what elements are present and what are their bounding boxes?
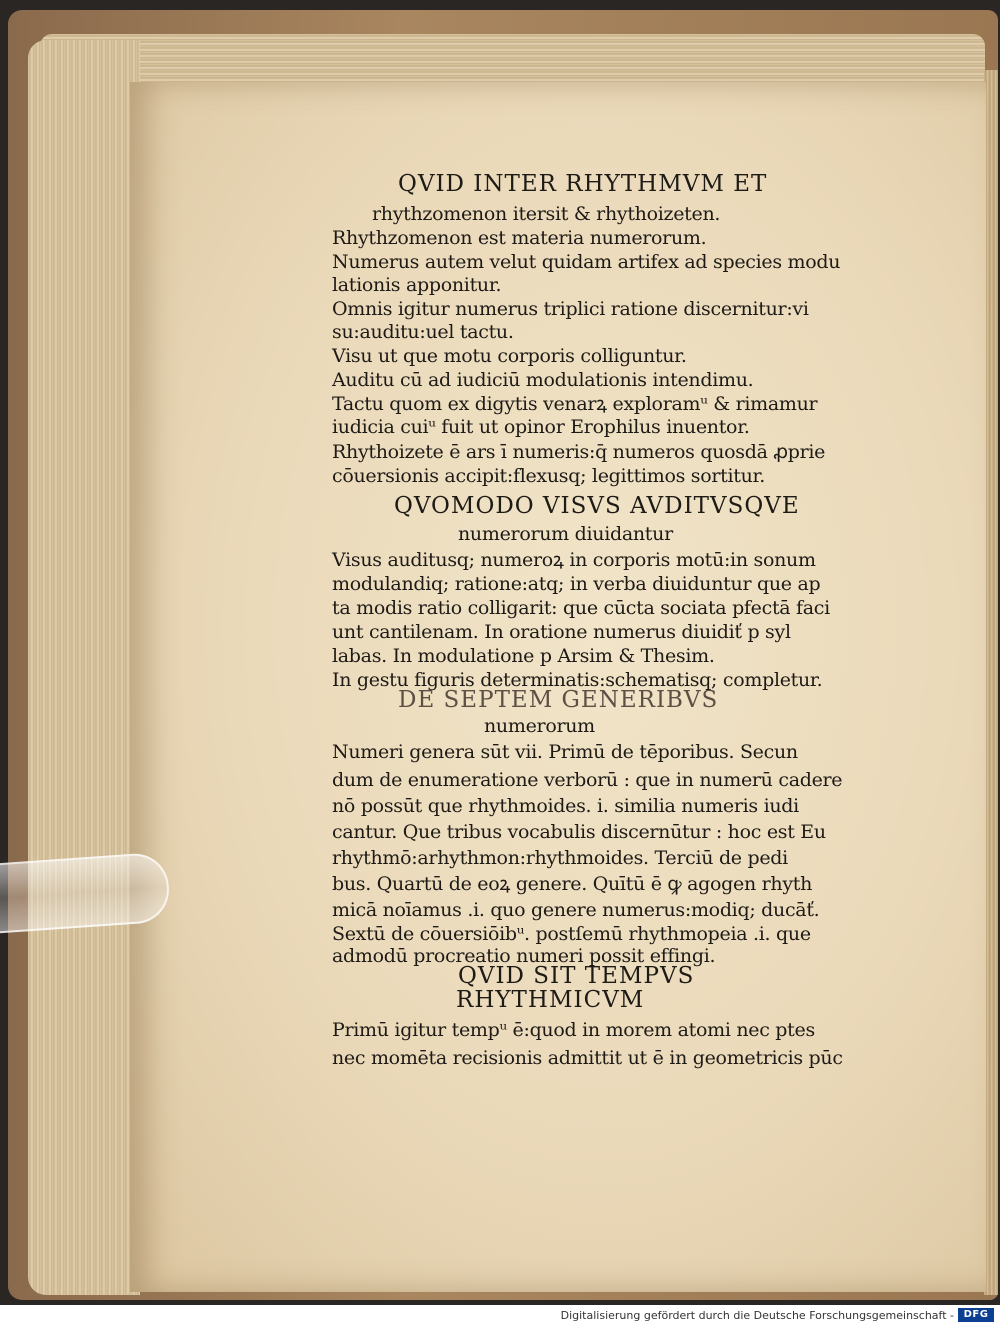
text-line: rhythzomenon itersit & rhythoizeten. [372, 203, 721, 225]
text-line: Omnis igitur numerus triplici ratione discernitur:vi [332, 298, 809, 320]
footer-bar [0, 1305, 1000, 1326]
text-line: unt cantilenam. In oratione numerus diuidiť p syl [332, 621, 791, 643]
dfg-logo: DFG [958, 1308, 994, 1322]
text-line: Rhythzomenon est materia numerorum. [332, 227, 707, 249]
text-line: Sextū de cōuersiōibᵘ. postſemū rhythmopeia .i. que [332, 923, 811, 945]
text-line: In gestu figuris determinatis:schematisq; completur. [332, 669, 823, 691]
heading-rhythmicum: RHYTHMICVM [456, 987, 645, 1013]
text-line: dum de enumeratione verborū : que in numerū cadere [332, 769, 843, 791]
text-line: labas. In modulatione p Arsim & Thesim. [332, 645, 715, 667]
text-line: su:auditu:uel tactu. [332, 321, 514, 343]
heading-quomodo: QVOMODO VISVS AVDITVSQVE [394, 493, 800, 519]
text-line: admodū procreatio numeri possit effingi. [332, 945, 716, 967]
text-line: Numerus autem velut quidam artifex ad species modu [332, 251, 841, 273]
heading-quid-inter: QVID INTER RHYTHMVM ET [398, 171, 768, 197]
text-line: modulandiq; ratione:atq; in verba diuiduntur que ap [332, 573, 821, 595]
text-line: numerorum [484, 715, 595, 737]
text-line: nō possūt que rhythmoides. i. similia numeris iudi [332, 795, 799, 817]
text-line: lationis apponitur. [332, 274, 502, 296]
text-line: cōuersionis accipit:flexusq; legittimos sortitur. [332, 465, 765, 487]
text-line: Auditu cū ad iudiciū modulationis intendimu. [332, 369, 754, 391]
text-line: micā noīamus .i. quo genere numerus:modiq; ducāť. [332, 899, 820, 921]
text-line: rhythmō:arhythmon:rhythmoides. Terciū de pedi [332, 847, 788, 869]
text-line: Visus auditusq; numeroꝝ in corporis motū:in sonum [332, 549, 816, 571]
heading-de-septem: DE SEPTEM GENERIBVS [398, 687, 719, 713]
text-line: bus. Quartū de eoꝝ genere. Quītū ē ꝙ agogen rhyth [332, 873, 813, 895]
text-line: Rhythoizete ē ars ī numeris:q̄ numeros quosdā ꝓprie [332, 441, 826, 463]
text-line: Visu ut que motu corporis colliguntur. [332, 345, 687, 367]
heading-quid-sit: QVID SIT TEMPVS [458, 963, 695, 989]
funding-credit: Digitalisierung gefördert durch die Deutsche Forschungsgemeinschaft - [560, 1309, 954, 1322]
text-line: iudicia cuiᵘ fuit ut opinor Erophilus inuentor. [332, 416, 750, 438]
text-line: Primū igitur tempᵘ ē:quod in morem atomi nec ptes [332, 1019, 815, 1041]
text-line: nec momēta recisionis admittit ut ē in geometricis pūc [332, 1047, 843, 1069]
page-edges-left [28, 40, 140, 1295]
text-line: ta modis ratio colligarit: que cūcta sociata pfectā faci [332, 597, 830, 619]
text-line: numerorum diuidantur [458, 523, 673, 545]
text-line: cantur. Que tribus vocabulis discernūtur : hoc est Eu [332, 821, 826, 843]
text-line: Tactu quom ex digytis venarꝝ exploramᵘ & rimamur [332, 393, 818, 415]
glass-page-holder [0, 851, 171, 934]
page-edges-right [984, 70, 998, 1295]
text-line: Numeri genera sūt vii. Primū de tēporibus. Secun [332, 741, 798, 763]
